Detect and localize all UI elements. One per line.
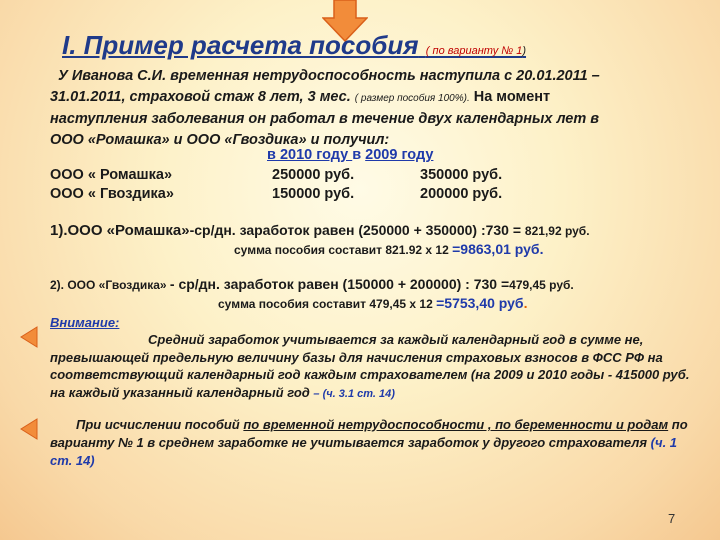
note-other-insurer: При исчислении пособий по временной нетрудоспособности , по беременности и родам по варианту № 1 в среднем заработке не учитывается заработок у другого страхователя (ч. 1 ст. 14) (50, 417, 688, 468)
earnings-2009-2: 200000 руб. (420, 186, 503, 202)
triangle-bullet-icon (20, 326, 38, 348)
intro-line-2: 31.01.2011, страховой стаж 8 лет, 3 мес. ( размер пособия 100%). На момент (50, 89, 551, 105)
intro-line-4: ООО «Ромашка» и ООО «Гвоздика» и получил: (50, 132, 390, 148)
earnings-2010-1: 250000 руб. (272, 167, 355, 183)
intro-line-3: наступления заболевания он работал в течение двух календарных лет в (50, 111, 600, 127)
calc-2-line: 2). ООО «Гвоздика» - ср/дн. заработок равен (150000 + 200000) : 730 =479,45 руб. (50, 276, 574, 292)
intro-line-1: У Иванова С.И. временная нетрудоспособность наступила с 20.01.2011 – (58, 68, 600, 84)
title-variant: ( по варианту № 1) (425, 45, 527, 57)
earnings-2010-2: 150000 руб. (272, 186, 355, 202)
calc-1-line: 1).ООО «Ромашка»-ср/дн. заработок равен (250000 + 350000) :730 = 821,92 руб. (50, 222, 590, 239)
page-number: 7 (668, 511, 676, 526)
calc-2-sum: сумма пособия составит 479,45 х 12 =5753,40 руб. (218, 295, 528, 311)
calc-1-sum: сумма пособия составит 821.92 х 12 =9863,01 руб. (234, 241, 544, 257)
earnings-2009-1: 350000 руб. (420, 167, 503, 183)
title-text: I. Пример расчета пособия (62, 30, 419, 60)
slide-title (62, 30, 526, 61)
attention-label: Внимание: (50, 315, 120, 330)
earnings-org-1: ООО « Ромашка» (50, 167, 173, 183)
year-headers: в 2010 году в 2009 году (267, 147, 434, 163)
earnings-org-2: ООО « Гвоздика» (50, 186, 174, 202)
triangle-bullet-icon (20, 418, 38, 440)
note-average-earnings: Средний заработок учитывается за каждый календарный год в сумме не, превышающей предельную величину базы для начисления страховых взносов в ФСС РФ на соответствующий календарный год каждым страхователем (на 2009 и 2010 годы - 415000 руб. на каждый указанный календарный год – (ч. 3.1 ст. 14) (50, 332, 690, 400)
intro-paragraph (50, 66, 700, 151)
